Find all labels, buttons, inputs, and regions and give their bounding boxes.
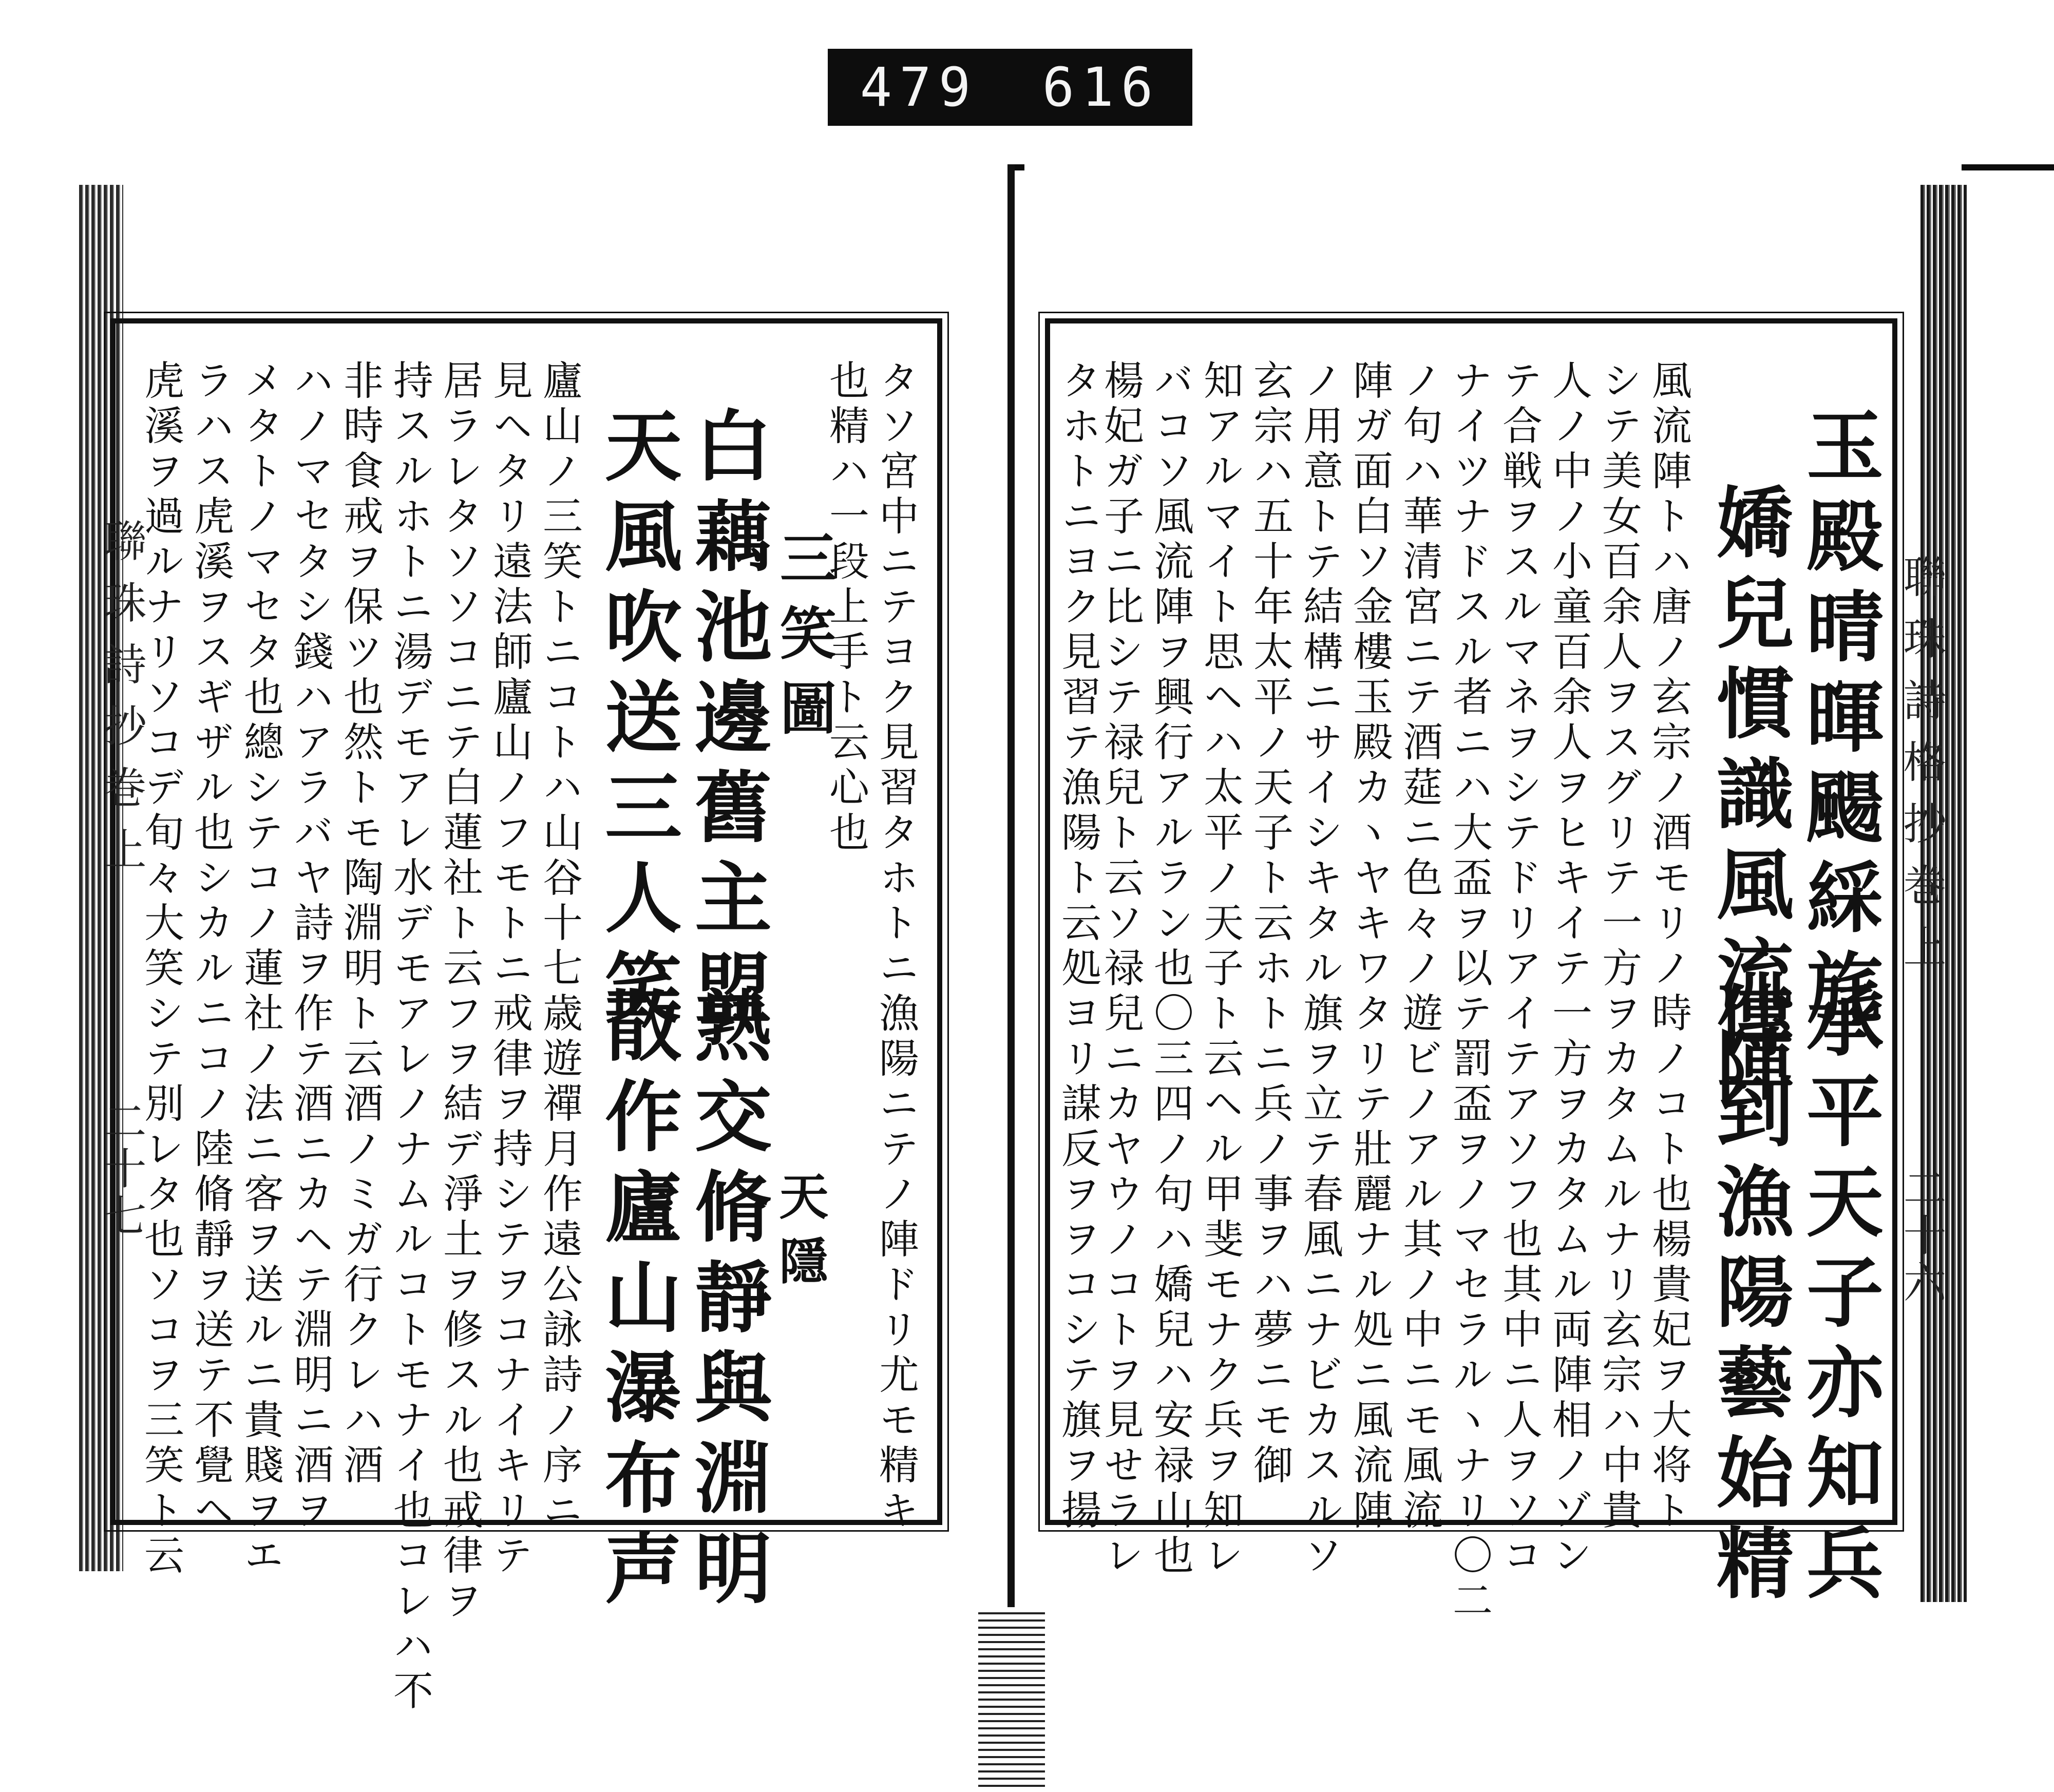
left-commentary-3: 居ラレタソソコニテ白蓮社ト云フヲ結デ淨土ヲ修スル也戒律ヲ: [436, 359, 483, 1625]
right-commentary-8: ノ用意トテ結構ニサイシキタル旗ヲ立テ春風ニナビカスルソ: [1297, 359, 1343, 1579]
left-commentary-8: ラハス虎溪ヲスギザル也シカルニコノ陸脩靜ヲ送テ不覺ヘ: [187, 359, 234, 1534]
left-commentary-6: ハノマセタシ錢ハアラバヤ詩ヲ作テ酒ニカヘテ淵明ニ酒ヲ: [287, 359, 333, 1534]
right-commentary-10: 知アルマイト思ヘハ太平ノ天子ト云ヘル甲斐モナク兵ヲ知レ: [1197, 359, 1243, 1579]
right-commentary-9: 玄宗ハ五十年太平ノ天子ト云ホトニ兵ノ事ヲハ夢ニモ御: [1247, 359, 1293, 1489]
right-commentary-2: シテ美女百余人ヲスグリテ一方ヲカタムルナリ玄宗ハ中貴: [1595, 359, 1642, 1534]
spine-binding: [978, 1607, 1045, 1792]
film-label: [828, 49, 1192, 126]
right-poem-line-4: 傳到漁陽藝始精: [1703, 981, 1794, 1613]
label-right-number: 616: [1042, 56, 1161, 119]
author-name: 天隱: [771, 1171, 829, 1300]
section-title: 三笑圖: [771, 529, 837, 754]
left-commentary-1: 廬山ノ三笑トニコトハ山谷十七歳遊禪月作遠公詠詩ノ序ニ: [536, 359, 582, 1534]
right-commentary-5: ナイツナドスル者ニハ大盃ヲ以テ罰盃ヲノマセラルヽナリ〇二: [1446, 359, 1492, 1625]
left-poem-line-2: 熟交脩靜與淵明: [681, 986, 772, 1618]
right-commentary-13: タホトニヨク見習テ漁陽ト云処ヨリ謀反ヲヲコシテ旗ヲ揚: [1055, 359, 1101, 1534]
right-commentary-11: バコソ風流陣ヲ興行アルラン也〇三四ノ句ハ嬌兒ハ安禄山也: [1147, 359, 1193, 1579]
left-commentary-cont-1: タソ宮中ニテヨク見習タホトニ漁陽ニテノ陣ドリ尤モ精キ: [872, 359, 919, 1534]
left-margin-title: 聯珠詩抄巻上: [97, 519, 147, 888]
left-poem-line-1: 白藕池邊舊主盟: [681, 406, 772, 1038]
left-commentary-2: 見ヘタリ遠法師廬山ノフモトニ戒律ヲ持シテヲコナイキリテ: [486, 359, 532, 1579]
right-commentary-1: 風流陣トハ唐ノ玄宗ノ酒モリノ時ノコト也楊貴妃ヲ大将ト: [1645, 359, 1691, 1534]
left-commentary-7: メタトノマセタ也總シテコノ蓮社ノ法ニ客ヲ送ルニ貴賤ヲエ: [237, 359, 283, 1579]
right-poem-line-2: 嬌兒慣識風流陣: [1703, 483, 1794, 1115]
label-left-number: 479: [860, 56, 978, 119]
left-commentary-5: 非時食戒ヲ保ツ也然トモ陶淵明ト云酒ノミガ行クレハ酒: [337, 359, 383, 1489]
right-commentary-7: 陣ガ面白ソ金樓玉殿カヽヤキワタリテ壯麗ナル処ニ風流陣: [1346, 359, 1393, 1534]
right-commentary-3: 人ノ中ノ小童百余人ヲヒキイテ一方ヲカタムル両陣相ノゾン: [1546, 359, 1592, 1579]
right-commentary-4: テ合戦ヲスルマネヲシテドリアイテアソフ也其中ニ人ヲソコ: [1496, 359, 1542, 1579]
left-commentary-cont-2: 也精ハ一段上手ト云心也: [823, 359, 869, 856]
book-spine: [1007, 164, 1015, 1792]
right-poem-line-1: 玉殿晴暉颺綵旄: [1793, 406, 1884, 1038]
left-commentary-4: 持スルホトニ湯デモアレ水デモアレノナムルコトモナイ也コレハ不: [387, 359, 433, 1715]
right-page-number: 二十六: [1896, 1166, 1947, 1307]
left-page-number: 二十七: [97, 1099, 147, 1241]
right-margin-title: 聯珠詩格抄巻上: [1896, 555, 1947, 986]
right-commentary-6: ノ句ハ華清宮ニテ酒莚ニ色々ノ遊ビノアル其ノ中ニモ風流: [1396, 359, 1442, 1534]
right-poem-line-3: 承平天子亦知兵: [1793, 981, 1884, 1613]
left-commentary-9: 虎溪ヲ過ルナリソコデ旬々大笑シテ別レタ也ソコヲ三笑ト云: [138, 359, 184, 1579]
left-poem-line-4: 散作廬山瀑布声: [592, 986, 682, 1618]
left-poem-line-3: 天風吹送三人笑: [592, 406, 682, 1038]
right-commentary-12: 楊妃ガ子ニ比シテ禄兒ト云ソ禄兒ニカヤウノコトヲ見せラレ: [1097, 359, 1144, 1579]
